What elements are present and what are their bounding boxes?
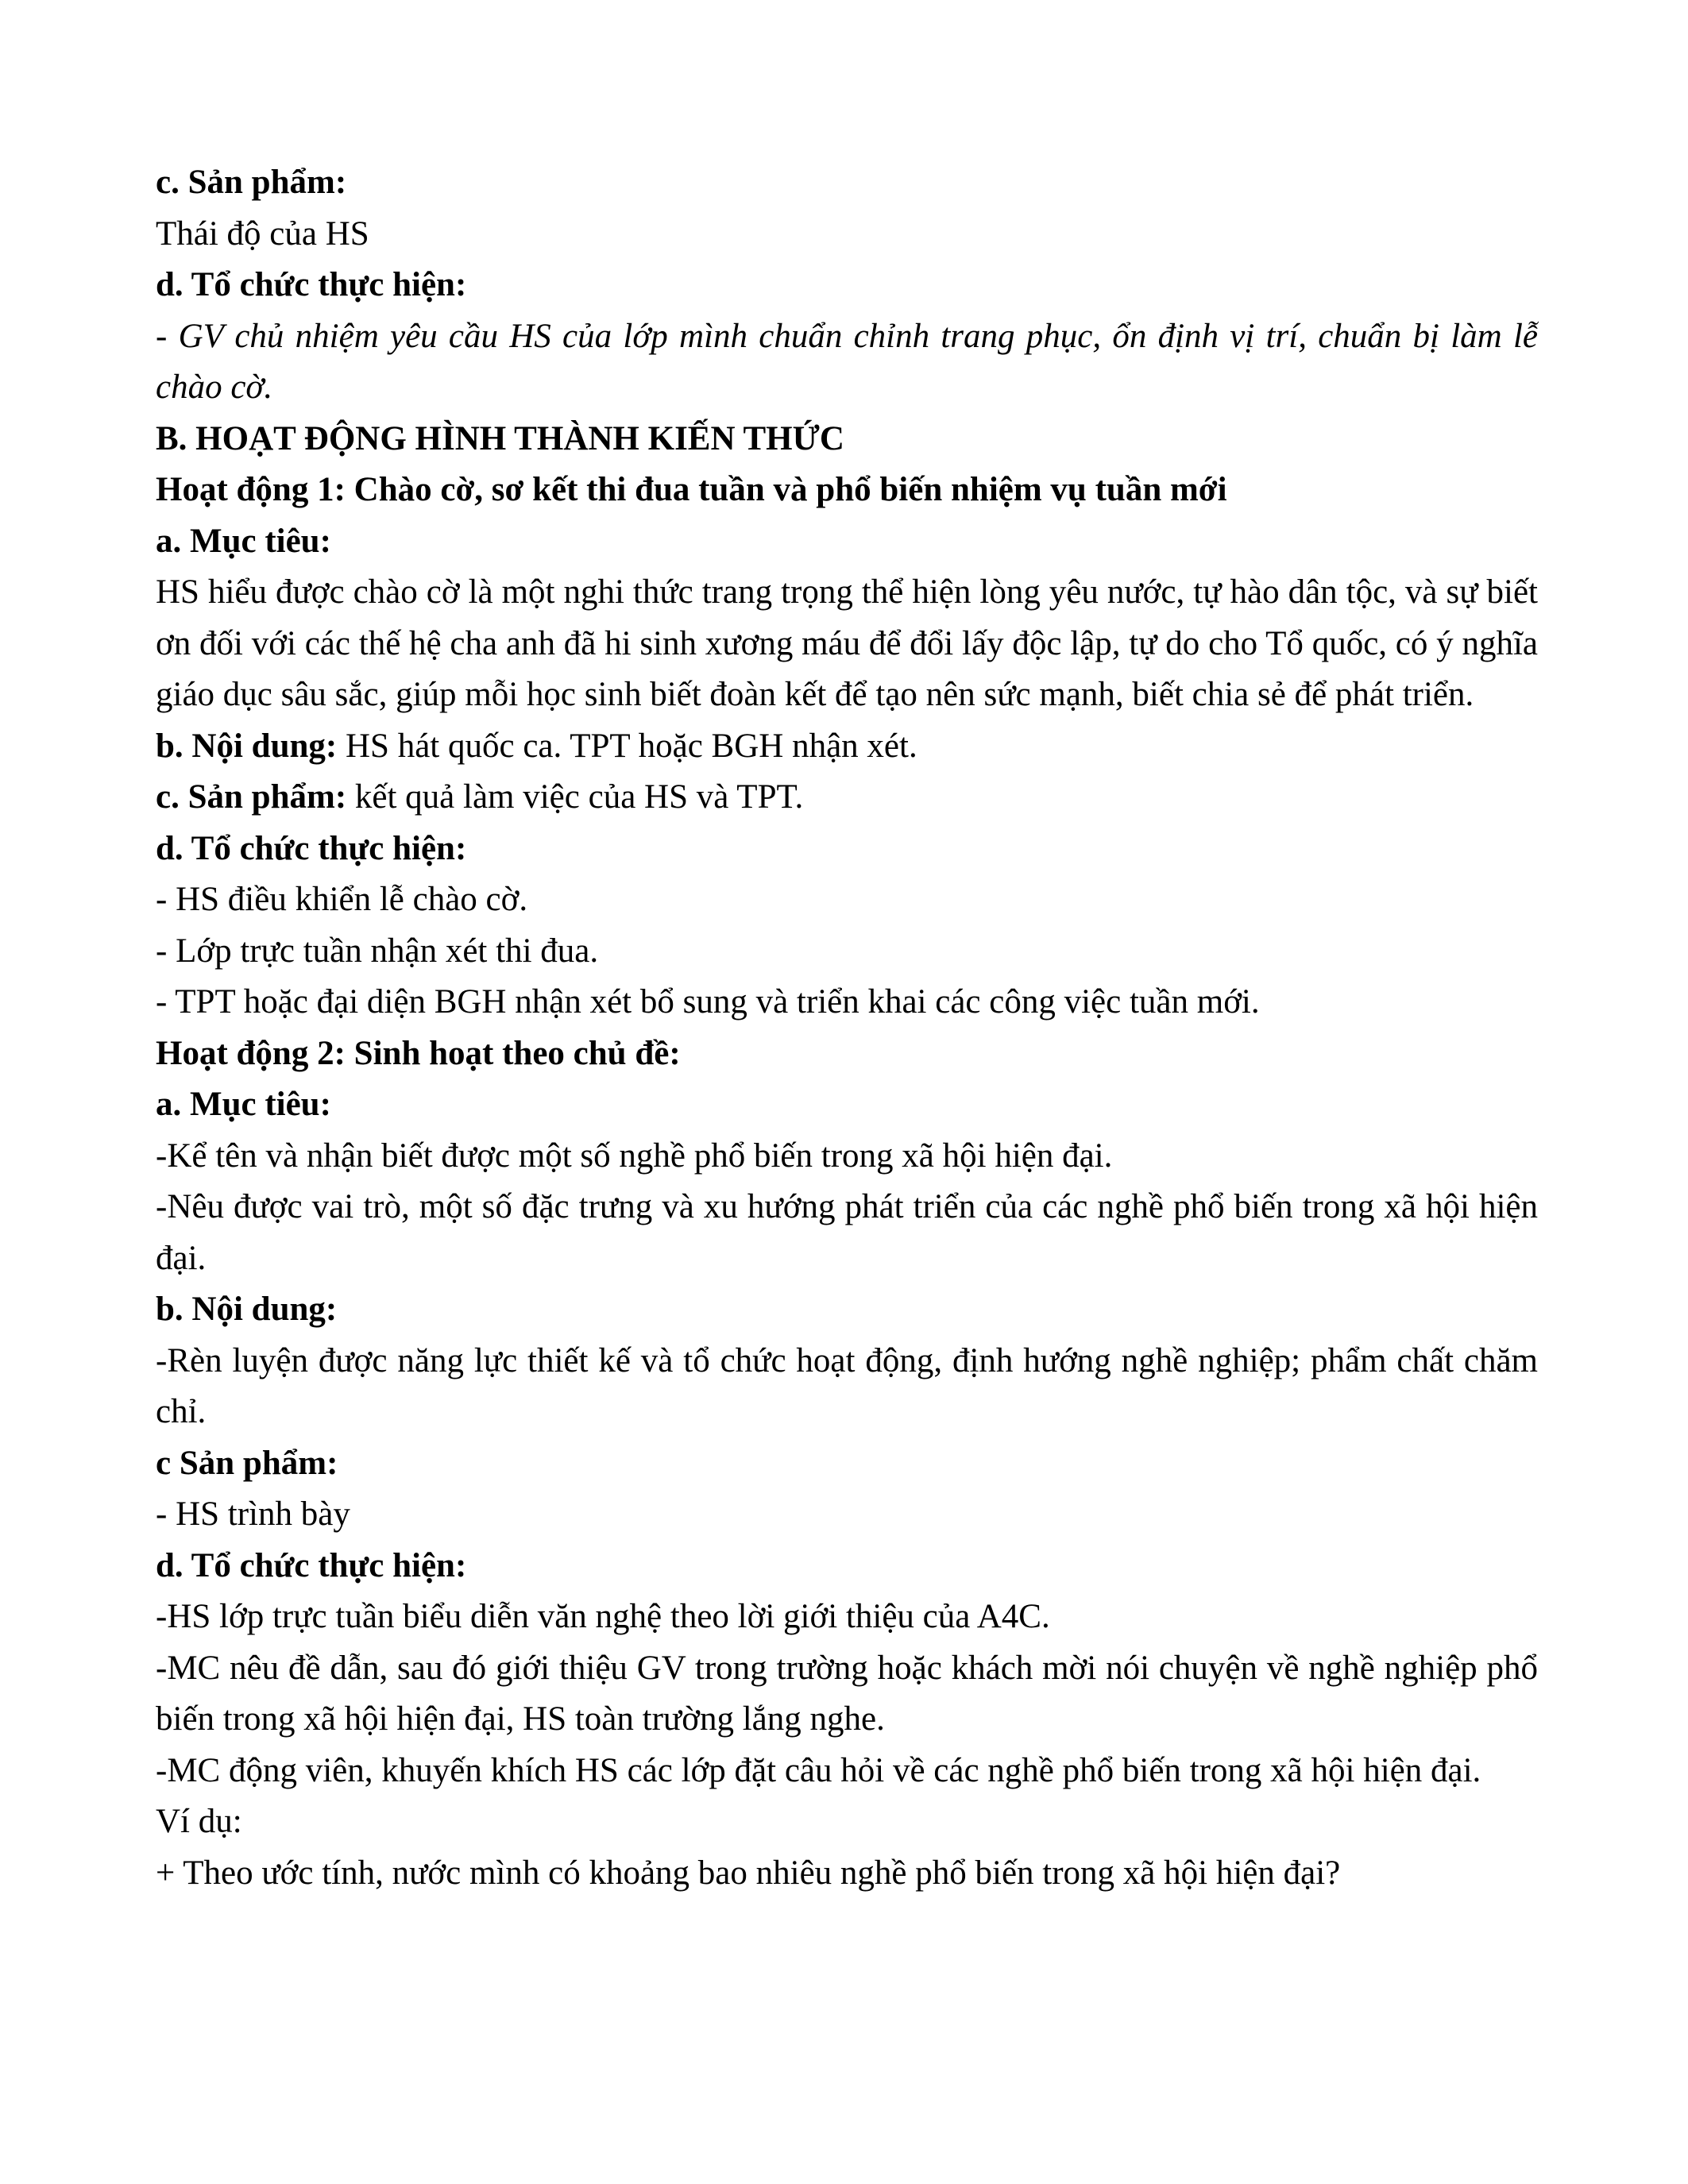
- activity-2-content-text: -Rèn luyện được năng lực thiết kế và tổ chức hoạt động, định hướng nghề nghiệp; phẩm chất chăm chỉ.: [156, 1341, 1538, 1430]
- activity-2-product-heading: c Sản phẩm:: [156, 1444, 338, 1482]
- activity-2-title: Hoạt động 2: Sinh hoạt theo chủ đề:: [156, 1034, 681, 1072]
- activity-1-objective-heading: a. Mục tiêu:: [156, 522, 331, 560]
- activity-1-product-text: kết quả làm việc của HS và TPT.: [346, 778, 804, 816]
- list-item: -HS lớp trực tuần biểu diễn văn nghệ theo lời giới thiệu của A4C.: [156, 1598, 1050, 1635]
- section-b-title: B. HOẠT ĐỘNG HÌNH THÀNH KIẾN THỨC: [156, 419, 844, 457]
- list-item: - Lớp trực tuần nhận xét thi đua.: [156, 932, 599, 970]
- activity-1-product-heading: c. Sản phẩm:: [156, 778, 347, 816]
- organization-heading: d. Tổ chức thực hiện:: [156, 266, 467, 303]
- example-label: Ví dụ:: [156, 1803, 242, 1840]
- activity-1-objective-text: HS hiểu được chào cờ là một nghi thức trang trọng thể hiện lòng yêu nước, tự hào dân tộc, và sự biết ơn đối với các thế hệ cha anh đã hi sinh xương máu để đổi lấy độc lập, tự do cho Tổ quốc, có ý nghĩa giáo dục sâu sắc, giúp mỗi học sinh biết đoàn kết để tạo nên sức mạnh, biết chia sẻ để phát triển.: [156, 573, 1538, 713]
- activity-1-product-line: [156, 772, 1538, 824]
- activity-2-organization-heading: d. Tổ chức thực hiện:: [156, 1546, 467, 1584]
- list-item: -MC nêu đề dẫn, sau đó giới thiệu GV trong trường hoặc khách mời nói chuyện về nghề nghiệp phổ biến trong xã hội hiện đại, HS toàn trường lắng nghe.: [156, 1649, 1538, 1738]
- list-item: -Kể tên và nhận biết được một số nghề phổ biến trong xã hội hiện đại.: [156, 1136, 1113, 1175]
- activity-1-title: Hoạt động 1: Chào cờ, sơ kết thi đua tuần và phổ biến nhiệm vụ tuần mới: [156, 471, 1227, 508]
- activity-1-content-line: [156, 721, 1538, 773]
- activity-1-content-text: HS hát quốc ca. TPT hoặc BGH nhận xét.: [337, 727, 917, 765]
- activity-2-product-text: - HS trình bày: [156, 1495, 350, 1533]
- activity-1-organization-heading: d. Tổ chức thực hiện:: [156, 829, 467, 867]
- example-item: + Theo ước tính, nước mình có khoảng bao nhiêu nghề phổ biến trong xã hội hiện đại?: [156, 1854, 1341, 1892]
- organization-text: - GV chủ nhiệm yêu cầu HS của lớp mình chuẩn chỉnh trang phục, ổn định vị trí, chuẩn bị làm lễ chào cờ.: [156, 317, 1538, 406]
- product-text: Thái độ của HS: [156, 214, 369, 253]
- product-heading: c. Sản phẩm:: [156, 164, 347, 201]
- list-item: - TPT hoặc đại diện BGH nhận xét bổ sung và triển khai các công việc tuần mới.: [156, 983, 1260, 1021]
- list-item: -Nêu được vai trò, một số đặc trưng và xu hướng phát triển của các nghề phổ biến trong xã hội hiện đại.: [156, 1188, 1538, 1277]
- list-item: - HS điều khiển lễ chào cờ.: [156, 881, 528, 918]
- list-item: -MC động viên, khuyến khích HS các lớp đặt câu hỏi về các nghề phổ biến trong xã hội hiện đại.: [156, 1751, 1481, 1789]
- activity-2-content-heading: b. Nội dung:: [156, 1291, 338, 1328]
- document-body: [156, 157, 1538, 1899]
- activity-1-content-heading: b. Nội dung:: [156, 727, 338, 765]
- activity-2-objective-heading: a. Mục tiêu:: [156, 1086, 331, 1123]
